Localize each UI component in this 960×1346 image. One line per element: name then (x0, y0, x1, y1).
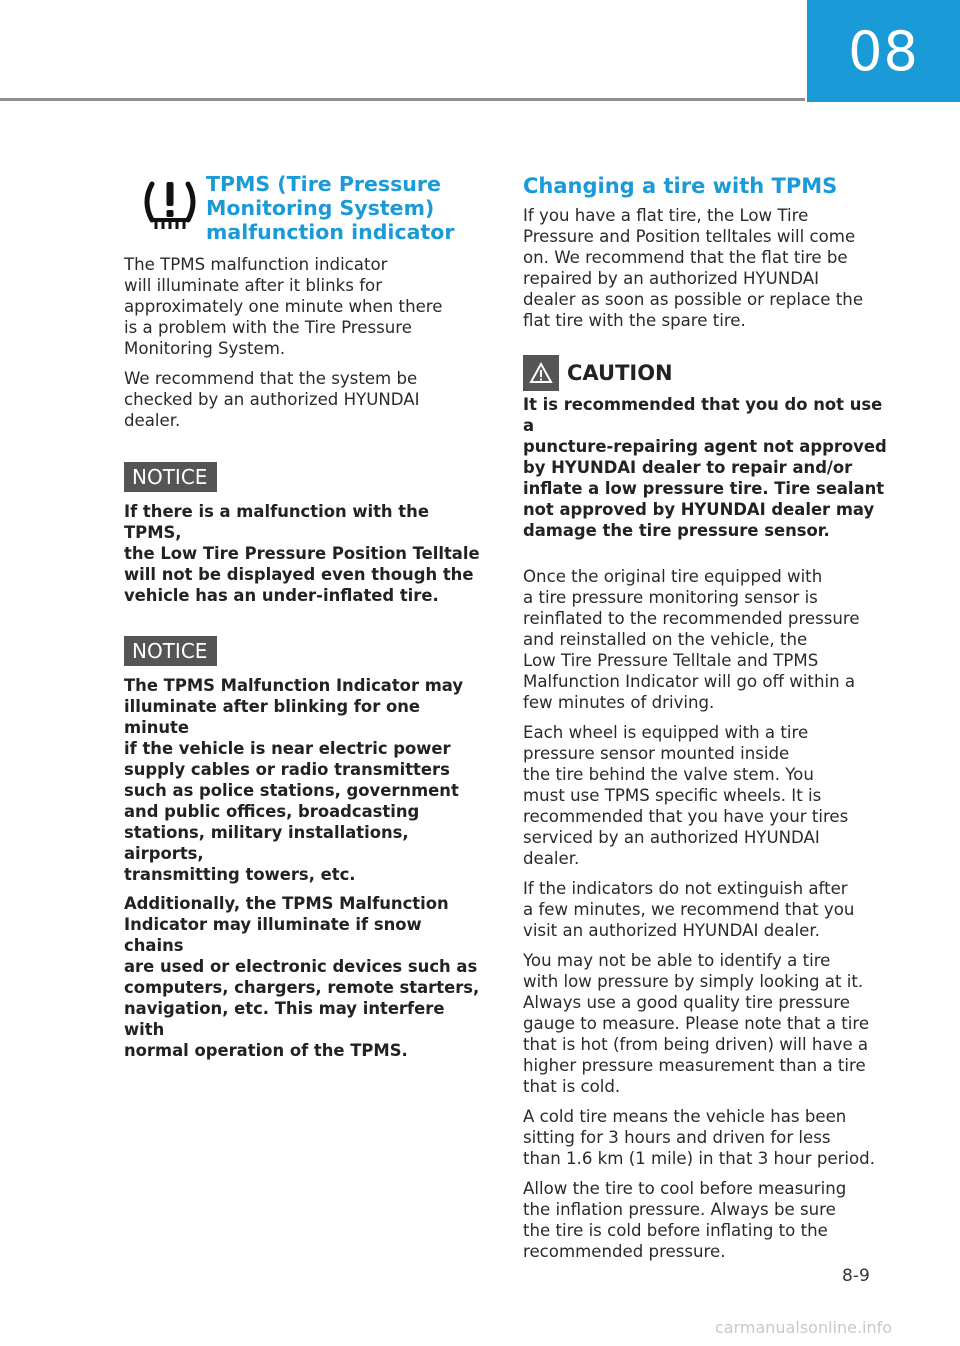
caution-label: CAUTION (567, 361, 673, 385)
cool-tire-paragraph: Allow the tire to cool before measuring the inflation pressure. Always be sure the tire is cold before inflating to the recommended pressure. (523, 1179, 847, 1261)
notice-badge: NOTICE (124, 636, 217, 666)
cold-tire-paragraph: A cold tire means the vehicle has been sitting for 3 hours and driven for less than 1.6 km (1 mile) in that 3 hour period. (523, 1107, 875, 1168)
chapter-tab: 08 (807, 0, 960, 102)
gauge-paragraph: You may not be able to identify a tire with low pressure by simply looking at it. Always use a good quality tire pressure gauge to measure. Please note that a tire that is hot (from being driven) will have a higher pressure measurement than a tire that is cold. (523, 951, 870, 1096)
right-column (523, 173, 891, 1262)
tpms-paragraph-2: We recommend that the system be checked by an authorized HYUNDAI dealer. (124, 369, 420, 430)
tpms-warning-icon (140, 176, 200, 234)
left-column (124, 254, 484, 1061)
changing-tire-paragraph: If you have a flat tire, the Low Tire Pressure and Position telltales will come on. We recommend that the flat tire be repaired by an authorized HYUNDAI dealer as soon as possible or replace the flat tire with the spare tire. (523, 206, 864, 330)
wheel-sensor-paragraph: Each wheel is equipped with a tire pressure sensor mounted inside the tire behind the valve stem. You must use TPMS specific wheels. It is recommended that you have your tires serviced by an authorized HYUNDAI dealer. (523, 723, 849, 868)
caution-triangle-icon (523, 355, 559, 391)
notice-1 (124, 462, 484, 606)
caution-text: It is recommended that you do not use a puncture-repairing agent not approved by HYUNDAI dealer to repair and/or inflate a low pressure tire. Tire sealant not approved by HYUNDAI dealer may damage the tire pressure sensor. (523, 395, 887, 540)
notice-2-text-2: Additionally, the TPMS Malfunction Indicator may illuminate if snow chains are used or electronic devices such as computers, chargers, remote starters, navigation, etc. This may interfere with normal operation of the TPMS. (124, 894, 480, 1060)
changing-tire-heading: Changing a tire with TPMS (523, 174, 838, 198)
tpms-section-title: TPMS (Tire Pressure Monitoring System) malfunction indicator (206, 172, 455, 244)
indicators-paragraph: If the indicators do not extinguish after a few minutes, we recommend that you visit an authorized HYUNDAI dealer. (523, 879, 855, 940)
header-rule (0, 98, 805, 101)
notice-2-text-1: The TPMS Malfunction Indicator may illuminate after blinking for one minute if the vehicle is near electric power supply cables or radio transmitters such as police stations, government and public offices, broadcasting stations, military installations, airports, transmitting towers, etc. (124, 676, 464, 884)
notice-badge: NOTICE (124, 462, 217, 492)
watermark: carmanualsonline.info (715, 1318, 893, 1337)
notice-2 (124, 636, 484, 1061)
notice-1-text: If there is a malfunction with the TPMS, the Low Tire Pressure Position Telltale will not be displayed even though the vehicle has an under-inflated tire. (124, 502, 480, 605)
tpms-paragraph-1: The TPMS malfunction indicator will illuminate after it blinks for approximately one minute when there is a problem with the Tire Pressure Monitoring System. (124, 255, 443, 358)
reinflate-paragraph: Once the original tire equipped with a tire pressure monitoring sensor is reinflated to the recommended pressure and reinstalled on the vehicle, the Low Tire Pressure Telltale and TPMS Malfunction Indicator will go off within a few minutes of driving. (523, 567, 860, 712)
caution-box (523, 355, 891, 541)
page-number: 8-9 (842, 1266, 870, 1286)
